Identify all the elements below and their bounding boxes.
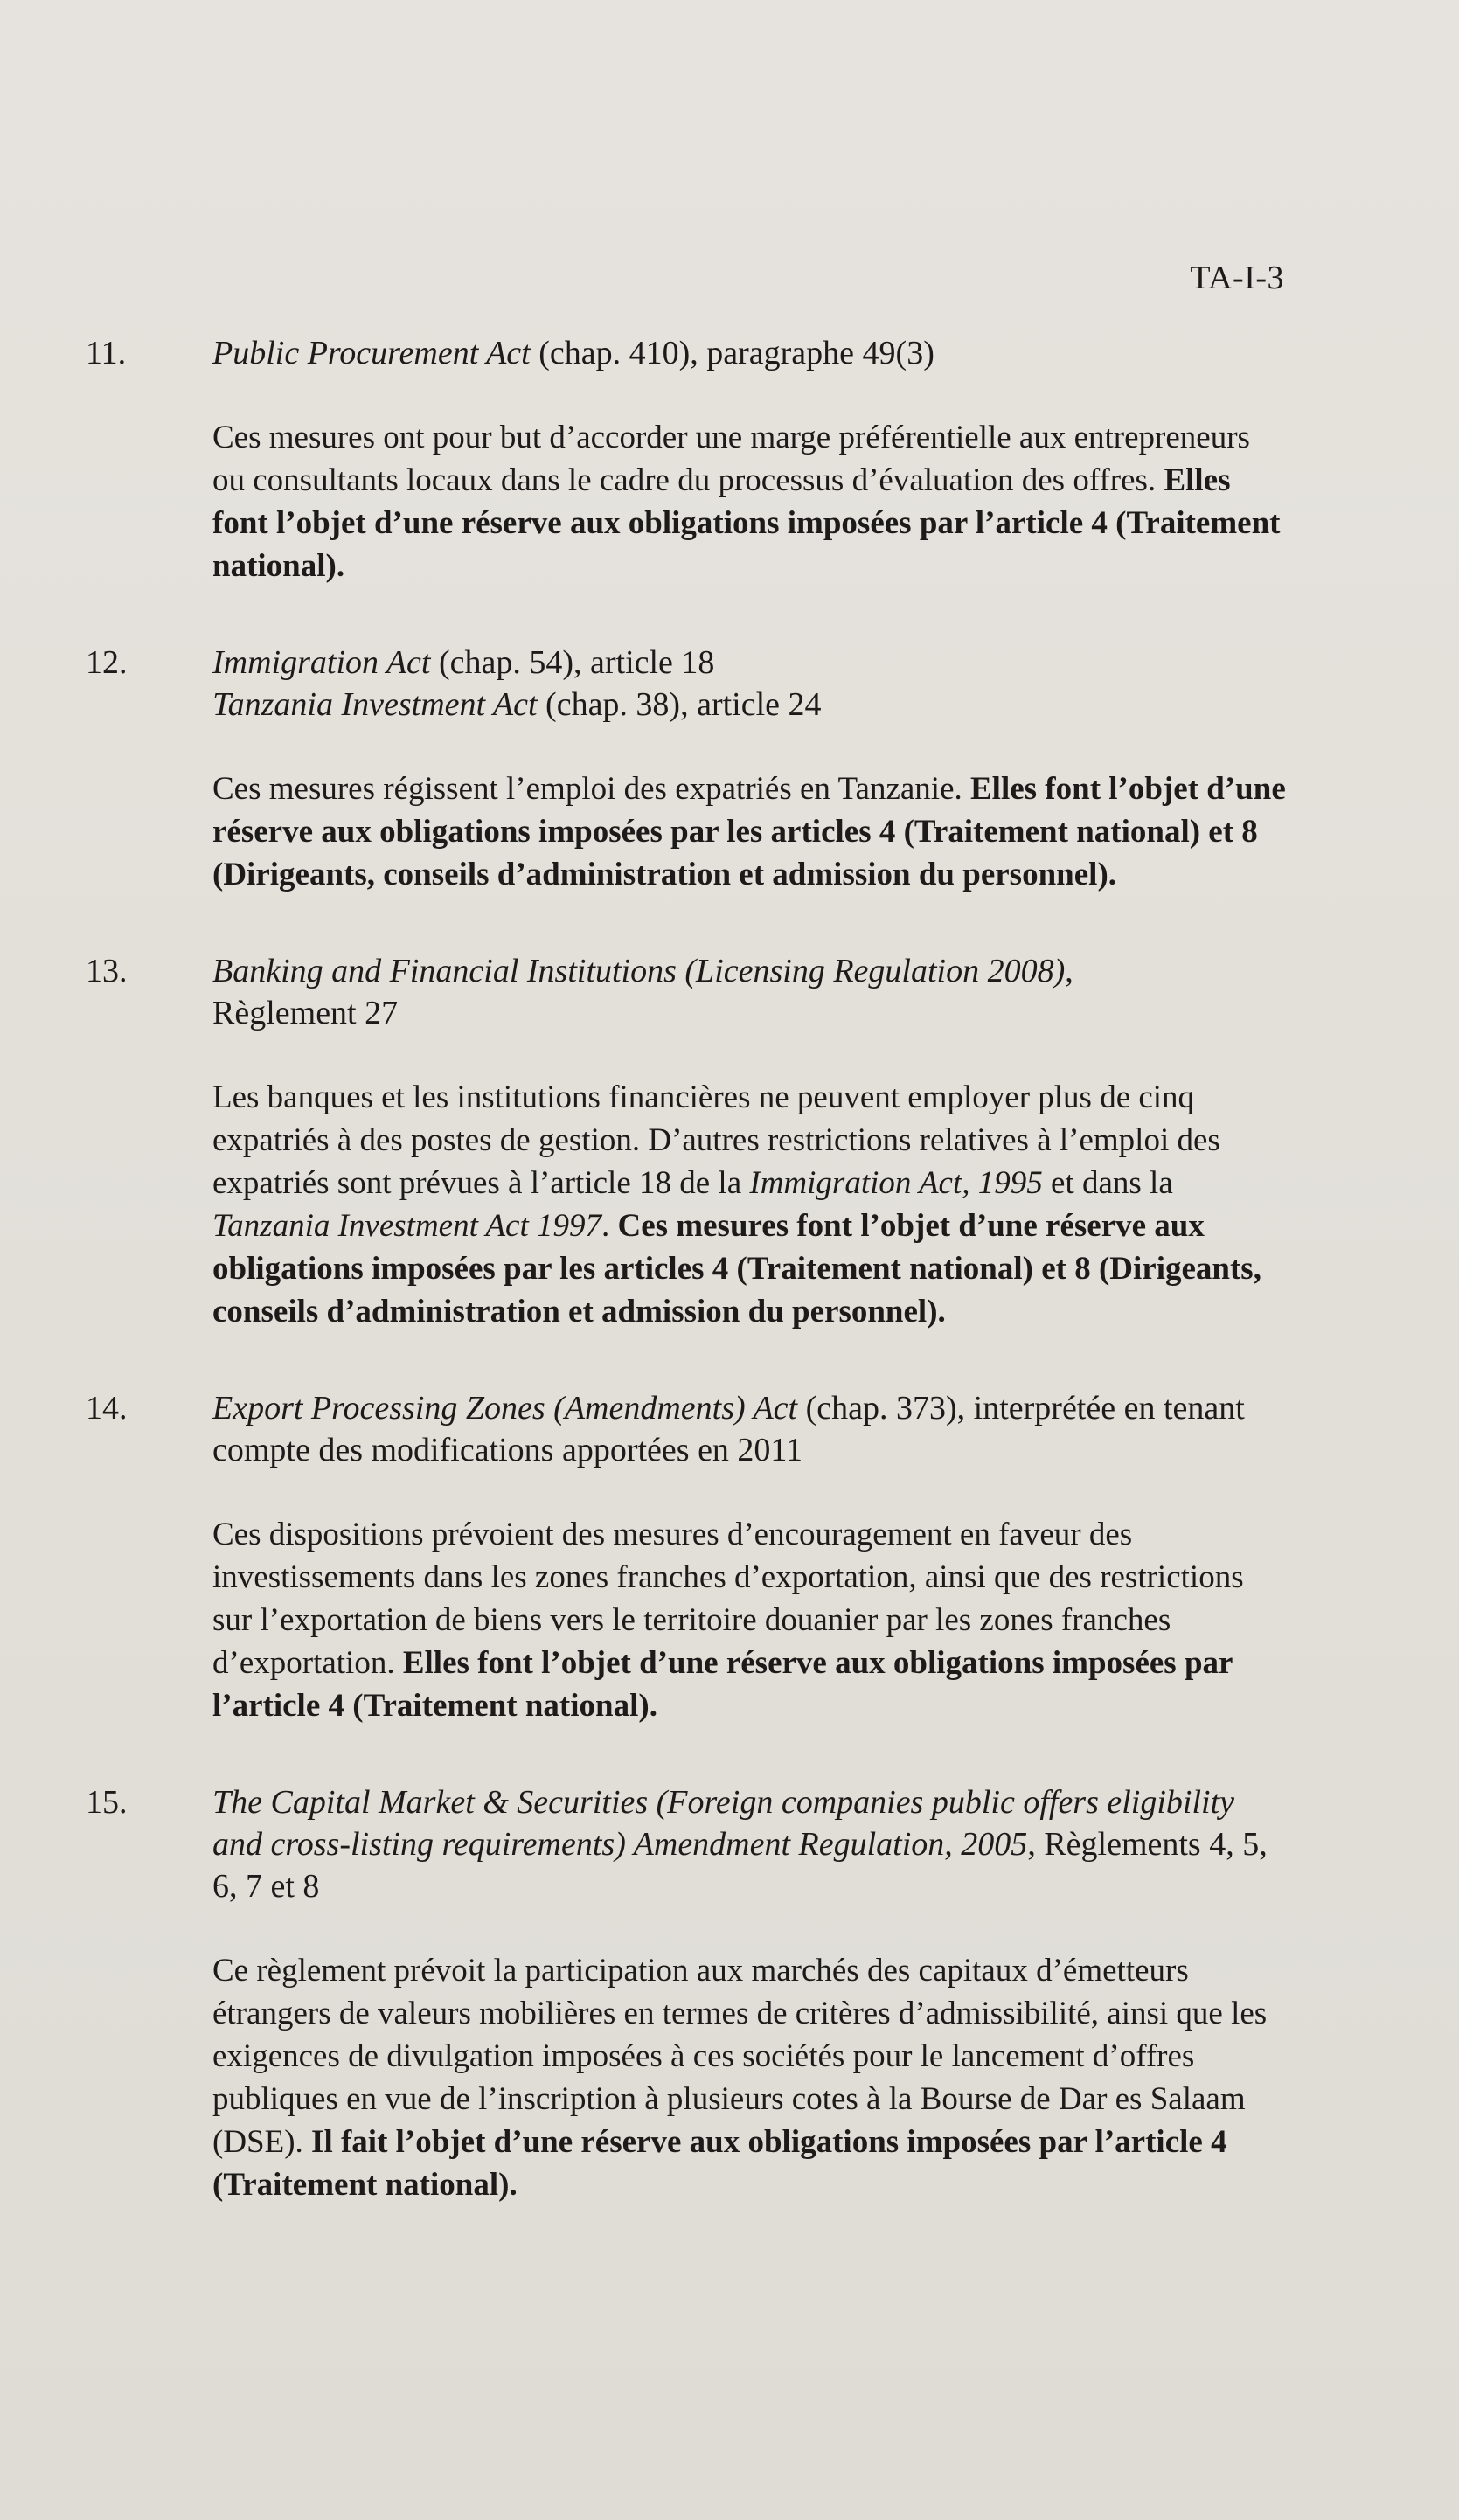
entry [0,950,1459,1333]
italic-text: Tanzania Investment Act 1997 [212,1208,602,1244]
text-run: (chap. 410), paragraphe 49(3) [530,335,934,371]
bold-text: Il fait l’objet d’une réserve aux obligations imposées par l’article 4 (Traitement national). [212,2124,1227,2203]
italic-text: Public Procurement Act [212,335,531,371]
bold-text: Elles font l’objet d’une réserve aux obligations imposées par l’article 4 (Traitement national). [212,1645,1233,1724]
entry-number: 12. [86,644,128,681]
reference-line [212,1781,1288,1907]
entry-body [212,1387,1288,1727]
entry-number: 15. [86,1784,128,1821]
text-run: Ces mesures régissent l’emploi des expatriés en Tanzanie. [212,771,970,807]
entry-body [212,950,1288,1333]
entry-references [212,1387,1288,1471]
entry-description [212,1513,1288,1727]
italic-text: The Capital Market & Securities (Foreign companies public offers eligibility and cross-listing requirements) Amendment Regulation, 2005 [212,1784,1235,1863]
text-run: (chap. 373), interprétée en tenant compte des modifications apportées en 2011 [212,1390,1245,1468]
text-run: Ce règlement prévoit la participation aux marchés des capitaux d’émetteurs étrangers de valeurs mobilières en termes de critères d’admissibilité, ainsi que les exigences de divulgation imposées à ces sociétés pour le lancement d’offres publiques en vue de l’inscription à plusieurs cotes à la Bourse de Dar es Salaam (DSE). [212,1953,1268,2160]
entry-description [212,767,1288,896]
italic-text: Immigration Act [212,644,431,681]
italic-text: Export Processing Zones (Amendments) Act [212,1390,798,1427]
entry-references [212,1781,1288,1907]
entry-number: 14. [86,1390,128,1427]
reference-line [212,684,1288,725]
entry-body [212,642,1288,896]
text-run: Règlement 27 [212,995,399,1031]
entry-references [212,642,1288,725]
text-run: (chap. 54), article 18 [430,644,715,681]
reference-line [212,332,1288,374]
reference-line [212,992,1288,1034]
italic-text: Banking and Financial Institutions (Licensing Regulation 2008) [212,953,1066,989]
entry [0,642,1459,896]
bold-text: Ces mesures font l’objet d’une réserve aux obligations imposées par les articles 4 (Traitement national) et 8 (Dirigeants, conseils d’administration et admission du personnel). [212,1208,1261,1329]
entry-description [212,1949,1288,2206]
reservation-entries [0,332,1459,2260]
text-run: (chap. 38), article 24 [537,686,822,723]
bold-text: Elles font l’objet d’une réserve aux obligations imposées par l’article 4 (Traitement national). [212,462,1281,584]
entry-description [212,1076,1288,1333]
entry-description [212,416,1288,587]
reference-line [212,950,1288,992]
entry-references [212,950,1288,1034]
text-run: Les banques et les institutions financières ne peuvent employer plus de cinq expatriés à des postes de gestion. D’autres restrictions relatives à l’emploi des expatriés sont prévues à l’article 18 de la [212,1080,1220,1201]
entry [0,332,1459,587]
text-run: , [1065,953,1073,989]
text-run: Ces mesures ont pour but d’accorder une marge préférentielle aux entrepreneurs ou consultants locaux dans le cadre du processus d’évaluation des offres. [212,420,1250,498]
italic-text: Tanzania Investment Act [212,686,538,723]
italic-text: Immigration Act, 1995 [749,1165,1043,1201]
reference-line [212,642,1288,684]
reference-line [212,1387,1288,1471]
entry [0,1387,1459,1727]
text-run: et dans la [1042,1165,1173,1201]
text-run: , Règlements 4, 5, 6, 7 et 8 [212,1826,1268,1905]
entry-number: 13. [86,953,128,989]
entry-body [212,1781,1288,2206]
entry-body [212,332,1288,587]
entry [0,1781,1459,2206]
text-run: Ces dispositions prévoient des mesures d’encouragement en faveur des investissements dans les zones franches d’exportation, ainsi que des restrictions sur l’exportation de biens vers le territoire douanier par les zones franches d’exportation. [212,1517,1244,1681]
page-reference: TA-I-3 [1190,260,1284,296]
text-run: . [601,1208,618,1244]
entry-references [212,332,1288,374]
entry-number: 11. [86,335,127,371]
bold-text: Elles font l’objet d’une réserve aux obligations imposées par les articles 4 (Traitement national) et 8 (Dirigeants, conseils d’administration et admission du personnel). [212,771,1286,892]
